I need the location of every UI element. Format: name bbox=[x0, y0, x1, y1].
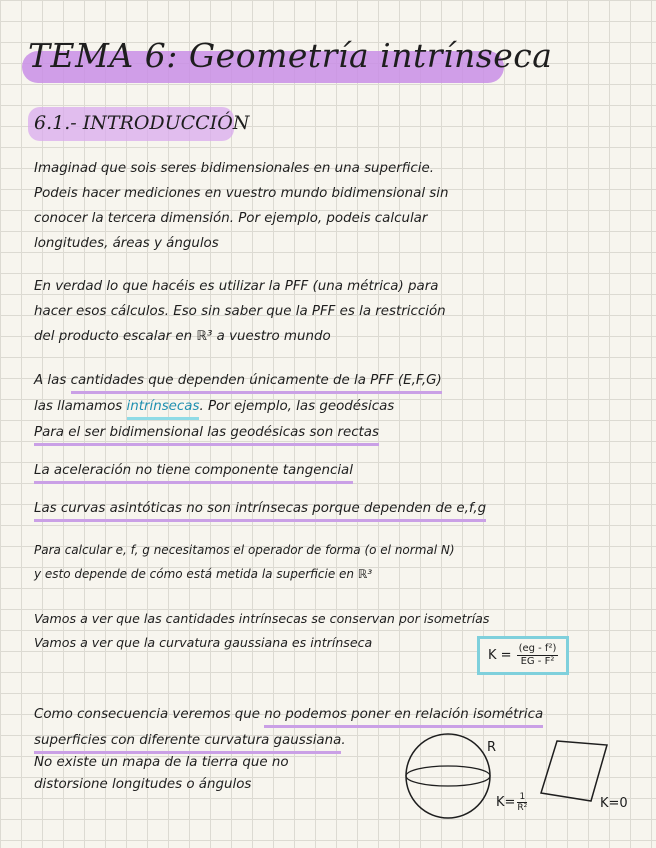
sphere-sketch bbox=[400, 730, 500, 820]
text-line: Imaginad que sois seres bidimensionales en una superficie. bbox=[34, 161, 434, 176]
text-fragment: Como consecuencia veremos que bbox=[34, 707, 265, 722]
sphere-outline bbox=[406, 734, 490, 818]
text-line bbox=[34, 496, 486, 522]
sphere-curvature-numerator: 1 bbox=[519, 792, 526, 802]
paragraph-metric bbox=[34, 274, 446, 349]
page-title: TEMA 6: Geometría intrínseca bbox=[28, 36, 553, 75]
text-line: En verdad lo que hacéis es utilizar la PFF (una métrica) para bbox=[34, 279, 439, 294]
underlined-text: La aceleración no tiene componente tangencial bbox=[34, 461, 353, 484]
paragraph-intro bbox=[34, 156, 448, 256]
intrinsic-keyword: intrínsecas bbox=[127, 397, 200, 420]
paragraph-asymptotic bbox=[34, 496, 486, 522]
formula-denominator: EG - F² bbox=[520, 656, 555, 667]
text-line: Para calcular e, f, g necesitamos el operador de forma (o el normal N) bbox=[34, 543, 455, 557]
plane-shape bbox=[541, 741, 607, 801]
underlined-text: Las curvas asintóticas no son intrínsecas porque dependen de e,f,g bbox=[34, 499, 486, 522]
text-line: longitudes, áreas y ángulos bbox=[34, 236, 219, 251]
sphere-curvature-fraction bbox=[517, 792, 527, 813]
paragraph-isometries bbox=[34, 607, 489, 655]
gaussian-curvature-formula bbox=[477, 636, 569, 675]
text-line: conocer la tercera dimensión. Por ejemplo, podeis calcular bbox=[34, 211, 428, 226]
formula-numerator: (eg - f²) bbox=[518, 643, 557, 654]
underlined-text: superficies con diferente curvatura gaussiana bbox=[34, 731, 341, 754]
sphere-curvature-denominator: R² bbox=[517, 803, 528, 813]
text-line: distorsione longitudes o ángulos bbox=[34, 777, 252, 792]
text-line: del producto escalar en ℝ³ a vuestro mundo bbox=[34, 329, 331, 344]
underlined-text: Para el ser bidimensional las geodésicas son rectas bbox=[34, 423, 379, 446]
text-line: No existe un mapa de la tierra que no bbox=[34, 755, 289, 770]
formula-fraction bbox=[517, 643, 559, 668]
text-line: Podeis hacer mediciones en vuestro mundo bidimensional sin bbox=[34, 186, 449, 201]
sphere-curvature-label bbox=[496, 792, 527, 813]
text-line: Vamos a ver que las cantidades intrínsecas se conservan por isometrías bbox=[34, 611, 490, 626]
text-fragment: las llamamos bbox=[34, 399, 127, 414]
text-line bbox=[34, 702, 543, 728]
text-fragment: . Por ejemplo, las geodésicas bbox=[199, 399, 395, 414]
paragraph-acceleration bbox=[34, 458, 353, 484]
section-heading: 6.1.- INTRODUCCIÓN bbox=[34, 112, 250, 134]
underlined-text: cantidades que dependen únicamente de la PFF (E,F,G) bbox=[71, 371, 442, 394]
underlined-text: no podemos poner en relación isométrica bbox=[264, 705, 543, 728]
plane-sketch bbox=[535, 735, 615, 805]
paragraph-intrinsic bbox=[34, 368, 442, 446]
sphere-radius-label: R bbox=[487, 740, 497, 755]
text-line: hacer esos cálculos. Eso sin saber que la PFF es la restricción bbox=[34, 304, 446, 319]
text-line: Vamos a ver que la curvatura gaussiana es intrínseca bbox=[34, 635, 373, 650]
text-fragment: . bbox=[341, 733, 346, 748]
formula-lhs: K = bbox=[488, 648, 512, 663]
text-fragment: A las bbox=[34, 373, 71, 388]
text-line bbox=[34, 458, 353, 484]
text-line bbox=[34, 420, 442, 446]
text-line bbox=[34, 368, 442, 394]
sphere-curvature-lhs: K= bbox=[496, 795, 516, 810]
paragraph-map bbox=[34, 752, 289, 796]
text-line bbox=[34, 394, 442, 420]
text-line: y esto depende de cómo está metida la superficie en ℝ³ bbox=[34, 567, 373, 581]
plane-curvature-label: K=0 bbox=[600, 796, 628, 811]
sphere-equator bbox=[406, 766, 490, 786]
paragraph-shape-operator bbox=[34, 538, 455, 586]
